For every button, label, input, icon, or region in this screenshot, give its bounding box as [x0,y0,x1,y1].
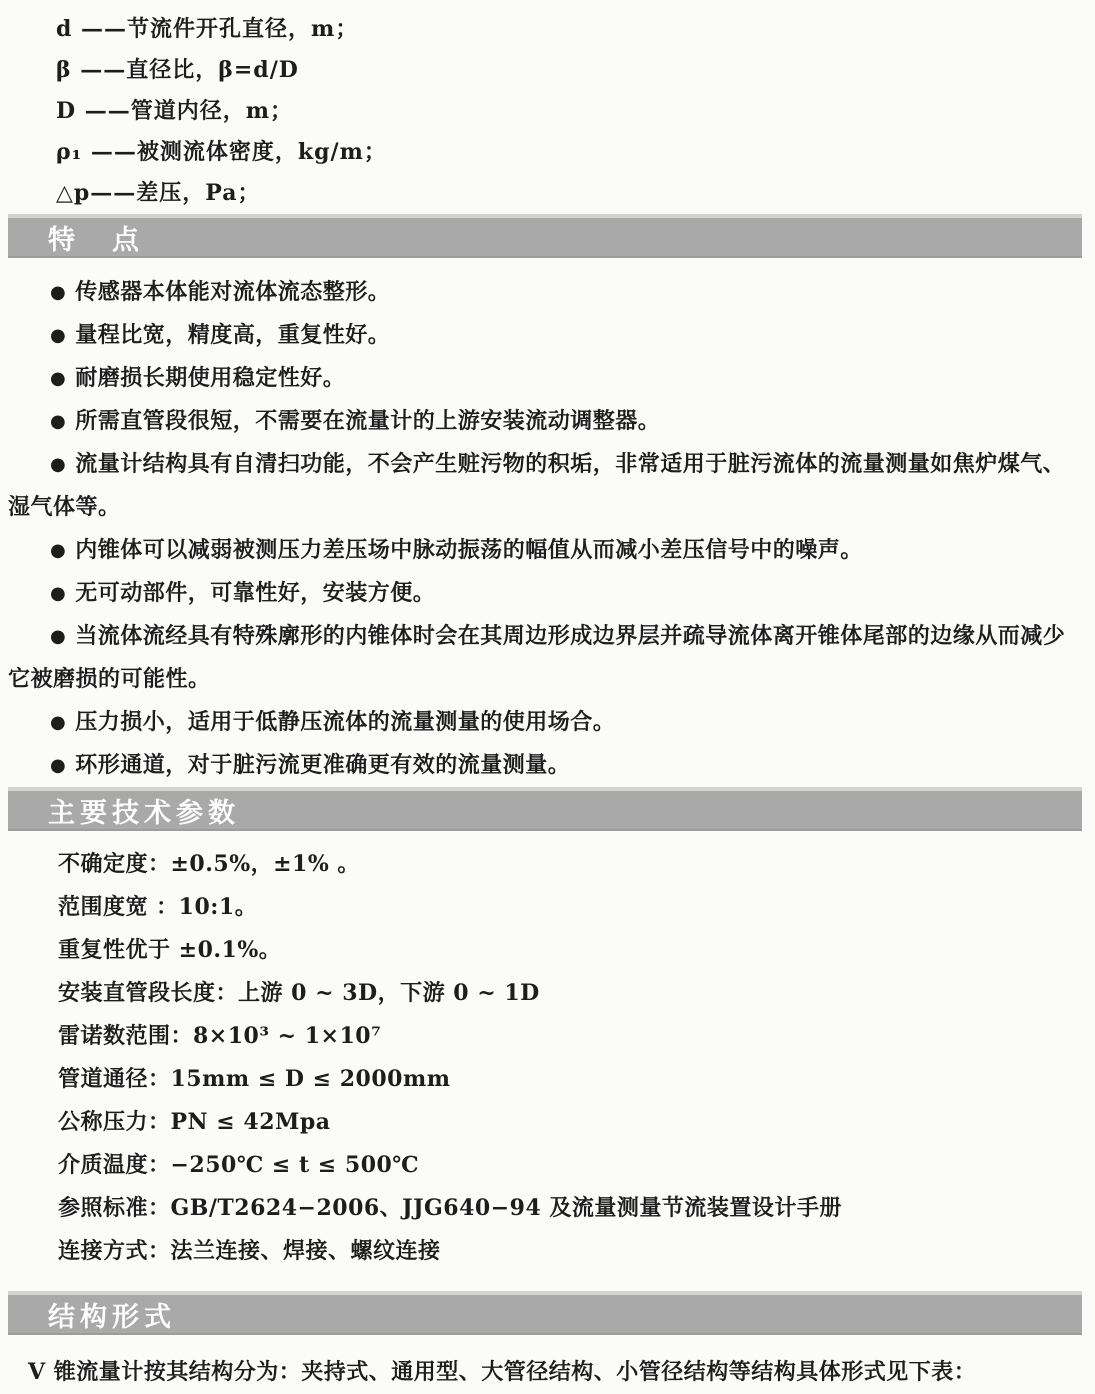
param-ref-standards: 参照标准：GB/T2624−2006、JJG640−94 及流量测量节流装置设计手册 [58,1195,842,1221]
section-header-features [8,214,1082,258]
param-nominal-pressure: 公称压力：PN ≤ 42Mpa [58,1109,331,1135]
definition-line-deltap: △p——差压，Pa； [56,180,261,206]
param-uncertainty: 不确定度：±0.5%，±1% 。 [58,851,360,877]
param-pipe-diameter: 管道通径：15mm ≤ D ≤ 2000mm [58,1066,451,1092]
definition-line-rho: ρ₁ ——被测流体密度，kg/m； [56,139,387,165]
section-title-structure: 结构形式 [48,1301,176,1333]
feature-text: 无可动部件，可靠性好，安装方便。 [75,580,436,606]
param-repeatability: 重复性优于 ±0.1%。 [58,937,282,963]
section-title-parameters: 主要技术参数 [48,797,240,829]
bullet-icon: ● [50,368,67,389]
feature-item [0,744,1095,787]
feature-item [0,443,1095,529]
feature-text: 环形通道，对于脏污流更准确更有效的流量测量。 [75,752,571,778]
section-header-structure [8,1291,1082,1335]
feature-item [0,529,1095,572]
feature-item [0,271,1095,314]
section-title-features: 特 点 [48,224,144,256]
param-reynolds-range: 雷诺数范围：8×10³ ~ 1×10⁷ [58,1023,382,1049]
bullet-icon: ● [50,755,67,776]
bullet-icon: ● [50,583,67,604]
feature-item [0,572,1095,615]
parameters-list [0,843,1095,1273]
param-straight-run: 安装直管段长度：上游 0 ~ 3D，下游 0 ~ 1D [58,980,540,1006]
feature-text: 当流体流经具有特殊廓形的内锥体时会在其周边形成边界层并疏导流体离开锥体尾部的边缘从而减少它被磨损的可能性。 [8,623,1066,692]
feature-text: 内锥体可以减弱被测压力差压场中脉动振荡的幅值从而减小差压信号中的噪声。 [75,537,863,563]
symbol-definitions [0,0,1095,214]
feature-text: 传感器本体能对流体流态整形。 [75,279,391,305]
bullet-icon: ● [50,540,67,561]
feature-item [0,400,1095,443]
param-connection-type: 连接方式：法兰连接、焊接、螺纹连接 [58,1238,441,1264]
definition-line-D: D ——管道内径，m； [56,98,294,124]
param-rangeability: 范围度宽 ：10:1。 [58,894,258,920]
bullet-icon: ● [50,454,67,475]
feature-item [0,314,1095,357]
features-list [0,271,1095,787]
bullet-icon: ● [50,411,67,432]
feature-text: 量程比宽，精度高，重复性好。 [75,322,391,348]
param-medium-temp: 介质温度：−250℃ ≤ t ≤ 500℃ [58,1152,420,1178]
definition-line-d: d ——节流件开孔直径，m； [56,16,359,42]
feature-item [0,615,1095,701]
structure-intro-text: V 锥流量计按其结构分为：夹持式、通用型、大管径结构、小管径结构等结构具体形式见下表： [28,1359,977,1385]
bullet-icon: ● [50,626,67,647]
feature-text: 耐磨损长期使用稳定性好。 [75,365,346,391]
section-header-parameters [8,787,1082,831]
bullet-icon: ● [50,282,67,303]
bullet-icon: ● [50,325,67,346]
bullet-icon: ● [50,712,67,733]
feature-text: 流量计结构具有自清扫功能，不会产生赃污物的积垢，非常适用于脏污流体的流量测量如焦炉煤气、湿气体等。 [8,451,1066,520]
definition-line-beta: β ——直径比，β=d/D [56,57,299,83]
feature-item [0,357,1095,400]
feature-text: 压力损小，适用于低静压流体的流量测量的使用场合。 [75,709,616,735]
feature-text: 所需直管段很短，不需要在流量计的上游安装流动调整器。 [75,408,661,434]
feature-item [0,701,1095,744]
